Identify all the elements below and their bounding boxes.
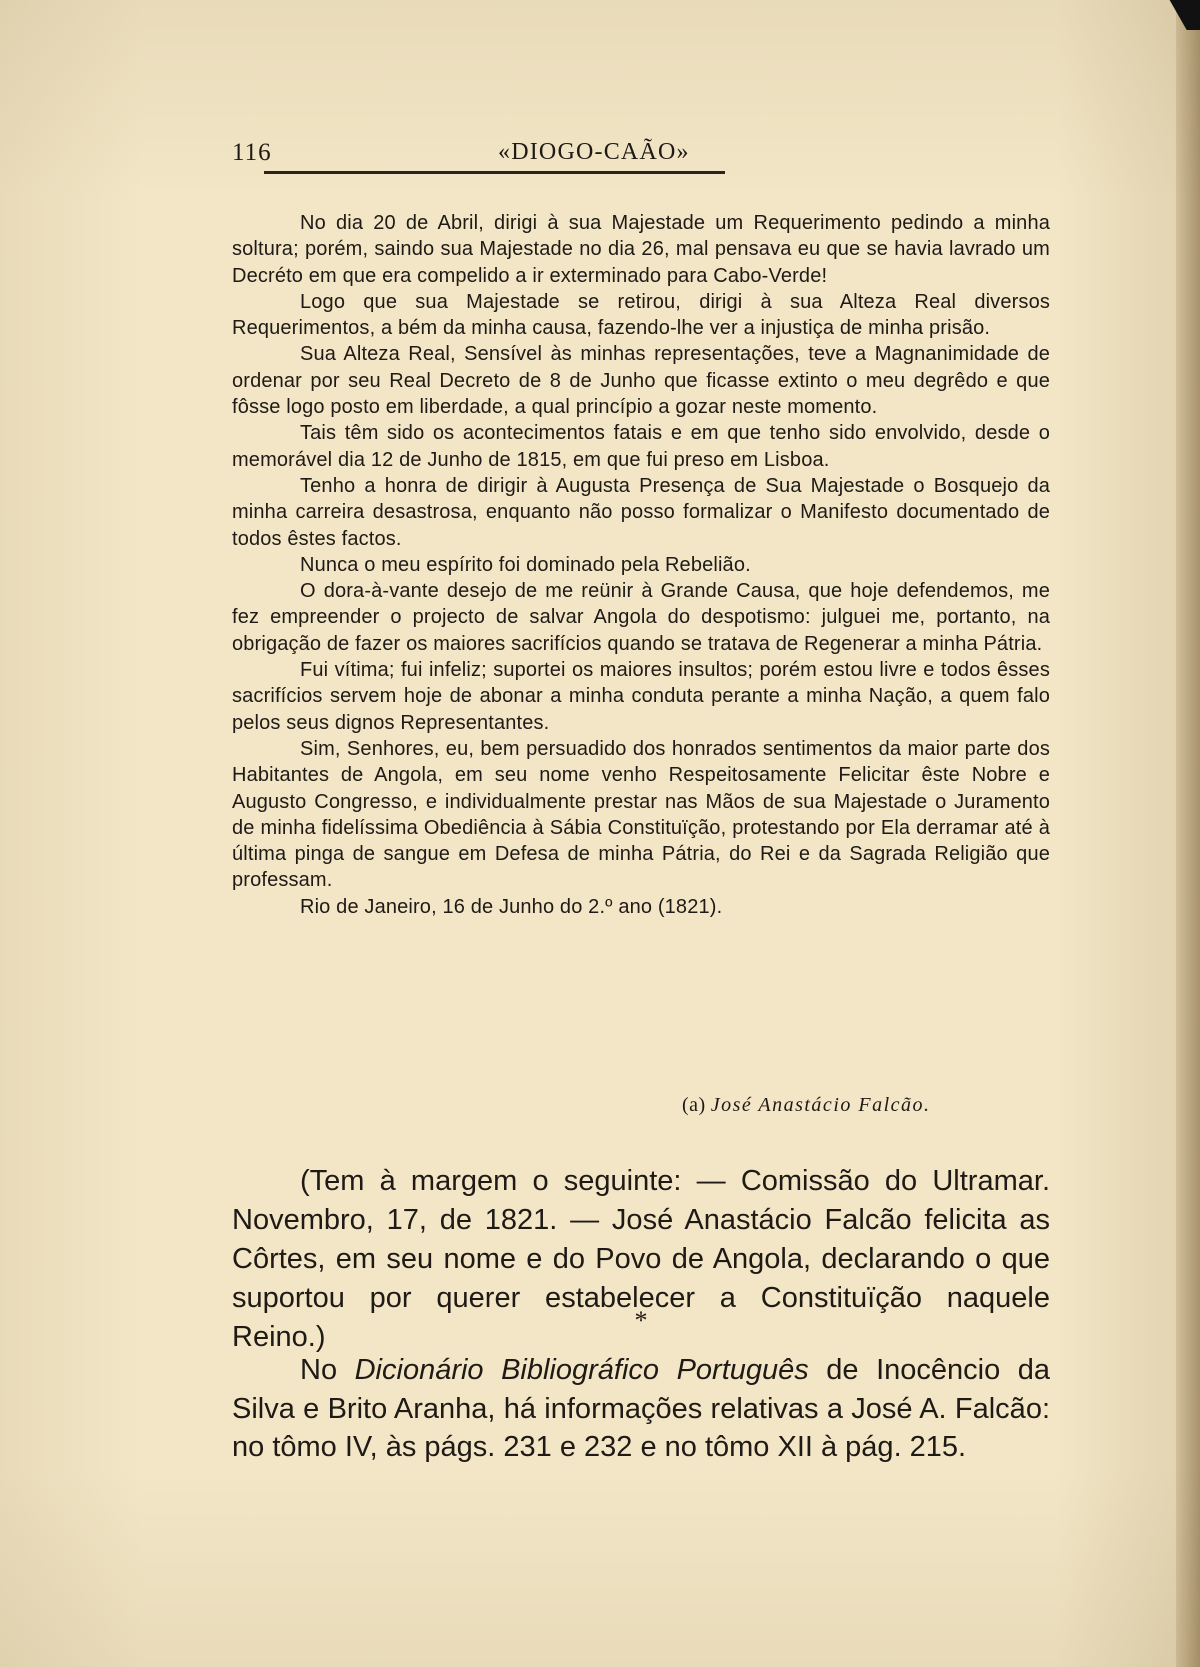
paragraph: Tenho a honra de dirigir à Augusta Presença de Sua Majestade o Bosquejo da minha carreira desastrosa, enquanto não posso formalizar o Manifesto documentado de todos êstes factos. — [232, 474, 1050, 550]
paragraph: Sua Alteza Real, Sensível às minhas representações, teve a Magnanimidade de ordenar por seu Real Decreto de 8 de Junho que ficasse extinto o meu degrêdo e que fôsse logo posto em liberdade, a qual princípio a gozar neste momento. — [232, 343, 1050, 419]
paragraph: Logo que sua Majestade se retirou, dirigi à sua Alteza Real diversos Requerimentos, a bém da minha causa, fazendo-lhe ver a injustiça de minha prisão. — [232, 290, 1050, 340]
paragraph: Sim, Senhores, eu, bem persuadido dos honrados sentimentos da maior parte dos Habitantes de Angola, em seu nome venho Respeitosamente Felicitar êste Nobre e Augusto Congresso, e individualmente prestar nas Mãos de sua Majestade o Juramento de minha fidelíssima Obediência à Sábia Constituïção, protestando por Ela derramar até à última pinga de sangue em Defesa de minha Pátria, do Rei e da Sagrada Religião que professam. — [232, 737, 1050, 892]
signature-line — [682, 1094, 1012, 1117]
body-text — [232, 210, 1050, 920]
paragraph: O dora-à-vante desejo de me reünir à Grande Causa, que hoje defendemos, me fez empreender o projecto de salvar Angola do despotismo: julguei me, portanto, na obrigação de fazer os maiores sacrifícios quando se tratava de Regenerar a minha Pátria. — [232, 580, 1050, 655]
paragraph: Rio de Janeiro, 16 de Junho do 2.º ano (1821). — [300, 895, 723, 918]
signature-name: José Anastácio Falcão. — [710, 1094, 931, 1116]
paragraph: Fui vítima; fui infeliz; suportei os maiores insultos; porém estou livre e todos êsses sacrifícios servem hoje de abonar a minha conduta perante a minha Nação, a quem falo pelos seus dignos Representantes. — [232, 659, 1050, 734]
closing-paragraph — [232, 1351, 1050, 1467]
margin-note: (Tem à margem o seguinte: — Comissão do Ultramar. Novembro, 17, de 1821. — José Anastácio Falcão felicita as Côrtes, em seu nome e do Povo de Angola, declarando o que suportou por querer estabelecer a Constituïção naquele Reino.) — [232, 1165, 1050, 1353]
page-title: «DIOGO-CAÃO» — [498, 139, 690, 165]
signature-prefix: (a) — [682, 1094, 706, 1116]
section-separator: * — [634, 1306, 648, 1335]
paragraph: Nunca o meu espírito foi dominado pela Rebelião. — [300, 553, 751, 576]
paragraph: Tais têm sido os acontecimentos fatais e em que tenho sido envolvido, desde o memorável dia 12 de Junho de 1815, em que fui preso em Lisboa. — [232, 422, 1050, 471]
page-spine-shadow — [1176, 0, 1200, 1667]
book-title: Dicionário Bibliográfico Português — [354, 1354, 809, 1386]
page-number: 116 — [232, 139, 272, 166]
closing-text-end: de Inocêncio da Silva e Brito Aranha, há informações relativas a José A. Falcão: no tômo IV, às págs. 231 e 232 e no tômo XII à pág. 215. — [232, 1354, 1051, 1463]
paragraph: No dia 20 de Abril, dirigi à sua Majestade um Requerimento pedindo a minha soltura; porém, saindo sua Majestade no dia 26, mal pensava eu que se havia lavrado um Decréto em que era compelido a ir exterminado para Cabo-Verde! — [232, 212, 1050, 287]
running-head — [232, 139, 732, 173]
title-underline — [264, 171, 725, 174]
closing-text-start: No — [300, 1354, 355, 1386]
